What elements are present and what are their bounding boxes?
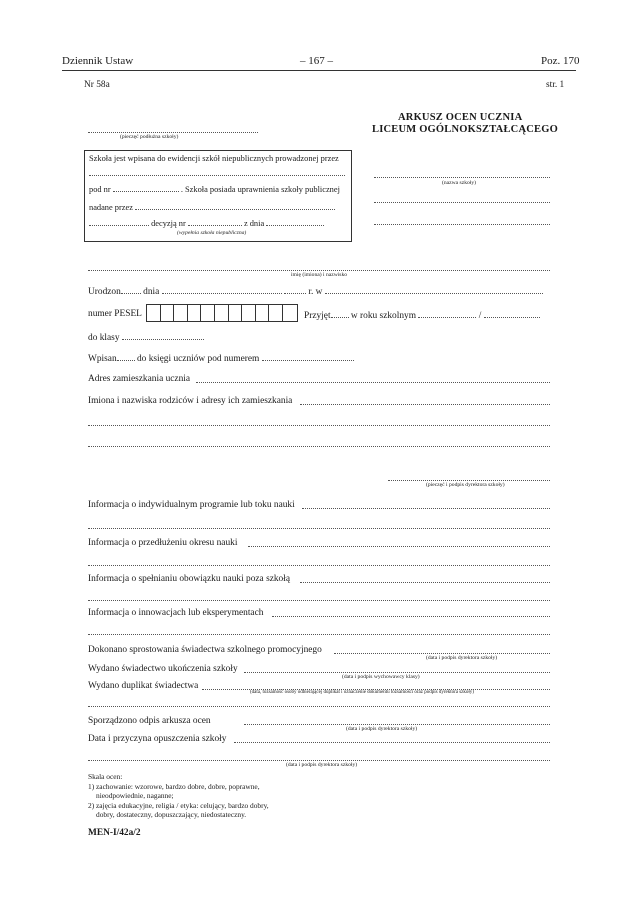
birth-place-field[interactable]	[325, 285, 543, 294]
entered-label: Wpisan	[88, 354, 117, 364]
granted-by-label: nadane przez	[89, 203, 133, 212]
stamp-line[interactable]	[88, 132, 258, 133]
birth-row	[88, 285, 543, 297]
class-row	[88, 331, 204, 343]
student-name-line[interactable]	[88, 270, 550, 271]
decision-number-field[interactable]	[188, 217, 242, 226]
innovation-field[interactable]	[272, 616, 550, 617]
obligation-field[interactable]	[300, 582, 550, 583]
individual-program-field[interactable]	[302, 508, 550, 509]
innovation-field-2[interactable]	[88, 634, 550, 635]
leaving-field-2[interactable]	[88, 760, 550, 761]
entered-suffix-field[interactable]	[117, 352, 135, 361]
registry-text: Szkoła jest wpisana do ewidencji szkół niepublicznych prowadzonej przez	[89, 154, 339, 163]
decision-date-label: z dnia	[243, 219, 265, 228]
student-name-caption: imię (imiona) i nazwisko	[291, 272, 348, 278]
born-label: Urodzon	[88, 287, 121, 297]
day-label: dnia	[143, 287, 160, 297]
obligation-label: Informacja o spełnianiu obowiązku nauki poza szkołą	[88, 574, 291, 584]
scale-behavior-cont: nieodpowiednie, naganne;	[96, 791, 174, 800]
sheet-page: str. 1	[546, 80, 565, 90]
birth-year-field[interactable]	[284, 285, 306, 294]
page-number: – 167 –	[300, 55, 333, 67]
registry-number-label: pod nr	[89, 185, 111, 194]
school-year-start-field[interactable]	[418, 309, 476, 318]
entered-rest-label: do księgi uczniów pod numerem	[136, 354, 260, 364]
box-caption: (wypełnia szkoła niepubliczna)	[177, 230, 247, 236]
registry-number-input[interactable]	[262, 352, 354, 361]
copy-label: Sporządzono odpis arkusza ocen	[88, 716, 211, 726]
correction-field[interactable]	[334, 653, 550, 654]
non-public-school-box	[84, 150, 352, 242]
leaving-field[interactable]	[234, 742, 550, 743]
director-signature-line[interactable]	[388, 480, 550, 481]
obligation-field-2[interactable]	[88, 600, 550, 601]
certificate-label: Wydano świadectwo ukończenia szkoły	[88, 664, 238, 674]
position-number: Poz. 170	[541, 55, 580, 67]
copy-caption: (data i podpis dyrektora szkoły)	[346, 726, 418, 732]
issue-number: Nr 58a	[84, 80, 110, 90]
school-year-end-field[interactable]	[484, 309, 540, 318]
extension-field-2[interactable]	[88, 565, 550, 566]
parents-field-3[interactable]	[88, 446, 550, 447]
rights-text: . Szkoła posiada uprawnienia szkoły publicznej	[180, 185, 340, 194]
individual-program-field-2[interactable]	[88, 528, 550, 529]
class-label: do klasy	[88, 333, 120, 343]
correction-caption: (data i podpis dyrektora szkoły)	[426, 655, 498, 661]
leaving-label: Data i przyczyna opuszczenia szkoły	[88, 734, 227, 744]
document-subtitle: LICEUM OGÓLNOKSZTAŁCĄCEGO	[372, 124, 558, 135]
parents-field-2[interactable]	[88, 425, 550, 426]
school-name-caption: (nazwa szkoły)	[442, 180, 477, 186]
school-name-line-2[interactable]	[374, 202, 550, 203]
granted-by-field[interactable]	[135, 201, 335, 210]
registry-number-field[interactable]	[113, 183, 179, 192]
scale-behavior: 1) zachowanie: wzorowe, bardzo dobre, dobre, poprawne,	[88, 781, 260, 791]
address-label: Adres zamieszkania ucznia	[88, 374, 191, 384]
admission-row	[304, 309, 540, 321]
class-field[interactable]	[122, 331, 204, 340]
duplicate-label: Wydano duplikat świadectwa	[88, 681, 199, 691]
extension-label: Informacja o przedłużeniu okresu nauki	[88, 538, 238, 548]
decision-label: decyzją nr	[151, 219, 186, 228]
copy-field[interactable]	[244, 724, 550, 725]
scale-title: Skala ocen:	[88, 772, 123, 781]
director-caption: (pieczęć i podpis dyrektora szkoły)	[426, 482, 505, 488]
stamp-caption: (pieczęć podłużna szkoły)	[120, 134, 179, 140]
school-year-label: w roku szkolnym	[350, 311, 417, 321]
innovation-label: Informacja o innowacjach lub eksperymentach	[88, 608, 264, 618]
registry-row	[88, 352, 354, 364]
pesel-boxes[interactable]	[146, 304, 298, 322]
pesel-label: numer PESEL	[88, 309, 142, 319]
admitted-suffix-field[interactable]	[331, 309, 349, 318]
birth-place-label: r. w	[308, 287, 323, 297]
grading-scale	[88, 772, 269, 820]
extension-field[interactable]	[248, 546, 550, 547]
certificate-caption: (data i podpis wychowawcy klasy)	[342, 674, 420, 680]
duplicate-field-2[interactable]	[88, 706, 550, 707]
form-code: MEN-I/42a/2	[88, 828, 141, 838]
document-title: ARKUSZ OCEN UCZNIA	[398, 112, 523, 123]
leaving-caption: (data i podpis dyrektora szkoły)	[286, 762, 358, 768]
decision-date-field[interactable]	[266, 217, 324, 226]
journal-name: Dziennik Ustaw	[62, 55, 134, 67]
correction-label: Dokonano sprostowania świadectwa szkolnego promocyjnego	[88, 645, 322, 655]
scale-subjects: 2) zajęcia edukacyjne, religia / etyka: celujący, bardzo dobry,	[88, 800, 269, 810]
address-field[interactable]	[196, 382, 550, 383]
parents-label: Imiona i nazwiska rodziców i adresy ich zamieszkania	[88, 396, 293, 406]
school-name-line-1[interactable]	[374, 177, 550, 178]
decision-prefix-field[interactable]	[89, 217, 149, 226]
header-rule	[62, 70, 576, 71]
school-name-line-3[interactable]	[374, 224, 550, 225]
scale-subjects-cont: dobry, dostateczny, dopuszczający, niedostateczny.	[96, 810, 247, 819]
individual-program-label: Informacja o indywidualnym programie lub toku nauki	[88, 500, 295, 510]
born-suffix-field[interactable]	[121, 285, 141, 294]
birth-date-field[interactable]	[162, 285, 282, 294]
parents-field-1[interactable]	[300, 404, 550, 405]
duplicate-caption: (data, tożsamość osoby odbierającej duplikat i oznaczenie dokumentu tożsamości oraz podpis dyrektora szkoły)	[250, 690, 474, 695]
registry-authority-field[interactable]	[89, 175, 345, 176]
admitted-label: Przyjęt	[304, 311, 331, 321]
certificate-field[interactable]	[244, 672, 550, 673]
year-slash: /	[478, 311, 482, 321]
